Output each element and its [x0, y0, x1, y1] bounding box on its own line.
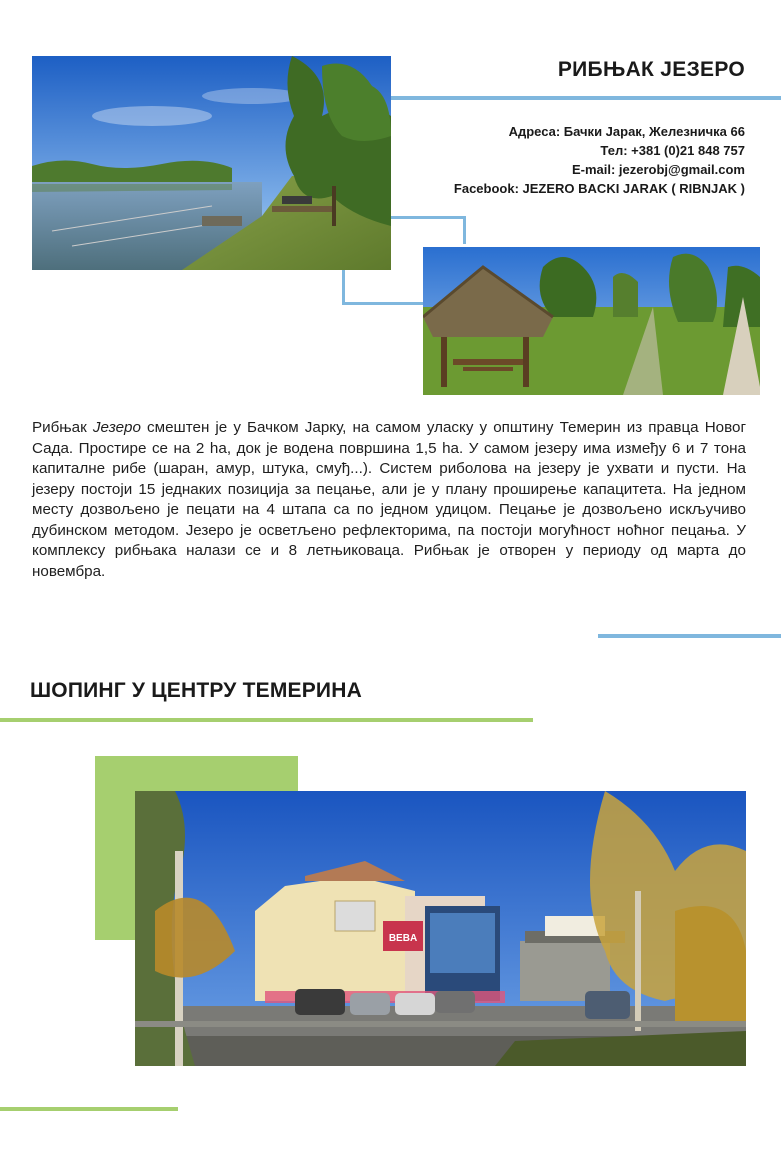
accent-line-green-bottom [0, 1107, 178, 1111]
accent-line-green-top [0, 718, 533, 722]
contact-facebook: Facebook: JEZERO BACKI JARAK ( RIBNJAK ) [453, 181, 745, 196]
accent-line-right [598, 634, 781, 638]
contact-phone: Тел: +381 (0)21 848 757 [600, 143, 745, 158]
gazebo-photo [423, 247, 760, 395]
contact-block [385, 122, 745, 198]
contact-address: Адреса: Бачки Јарак, Железничка 66 [508, 124, 745, 139]
connector-line-h2 [342, 302, 426, 305]
connector-line-v1 [463, 216, 466, 244]
section-title-fishpond: РИБЊАК ЈЕЗЕРО [557, 58, 745, 81]
contact-email: E-mail: jezerobj@gmail.com [571, 162, 745, 177]
description-italic-name: Језеро [92, 419, 141, 436]
section-title-shopping: ШОПИНГ У ЦЕНТРУ ТЕМЕРИНА [30, 679, 362, 702]
lake-photo [32, 56, 391, 270]
fishpond-description [32, 418, 746, 582]
town-center-photo [135, 791, 746, 1066]
connector-line-h1 [380, 216, 466, 219]
connector-line-v2 [342, 268, 345, 304]
description-start: Рибњак [32, 419, 93, 436]
shop-sign-text: BEBA [388, 933, 418, 944]
description-rest: смештен је у Бачком Јарку, на самом уласку у општину Темерин из правца Новог Сада. Простире се на 2 ha, док је водена површина 1,5 ha. У самом језеру има између 6 и 7 тона капиталне рибе (шаран, амур, штука, смуђ...). Систем риболова на језеру је ухвати и пусти. На језеру постоји 15 једнаких позиција за пецање, али је у плану проширење капацитета. На једном месту дозвољено је пецати на 4 штапа са по једном удицом. Пецање је дозвољено искључиво дубинском методом. Језеро је осветљено рефлекторима, па постоји могућност ноћног пецања. У комплексу рибњака налази се и 8 летњиковаца. Рибњак је отворен у периоду од марта до новембра. [32, 419, 747, 580]
